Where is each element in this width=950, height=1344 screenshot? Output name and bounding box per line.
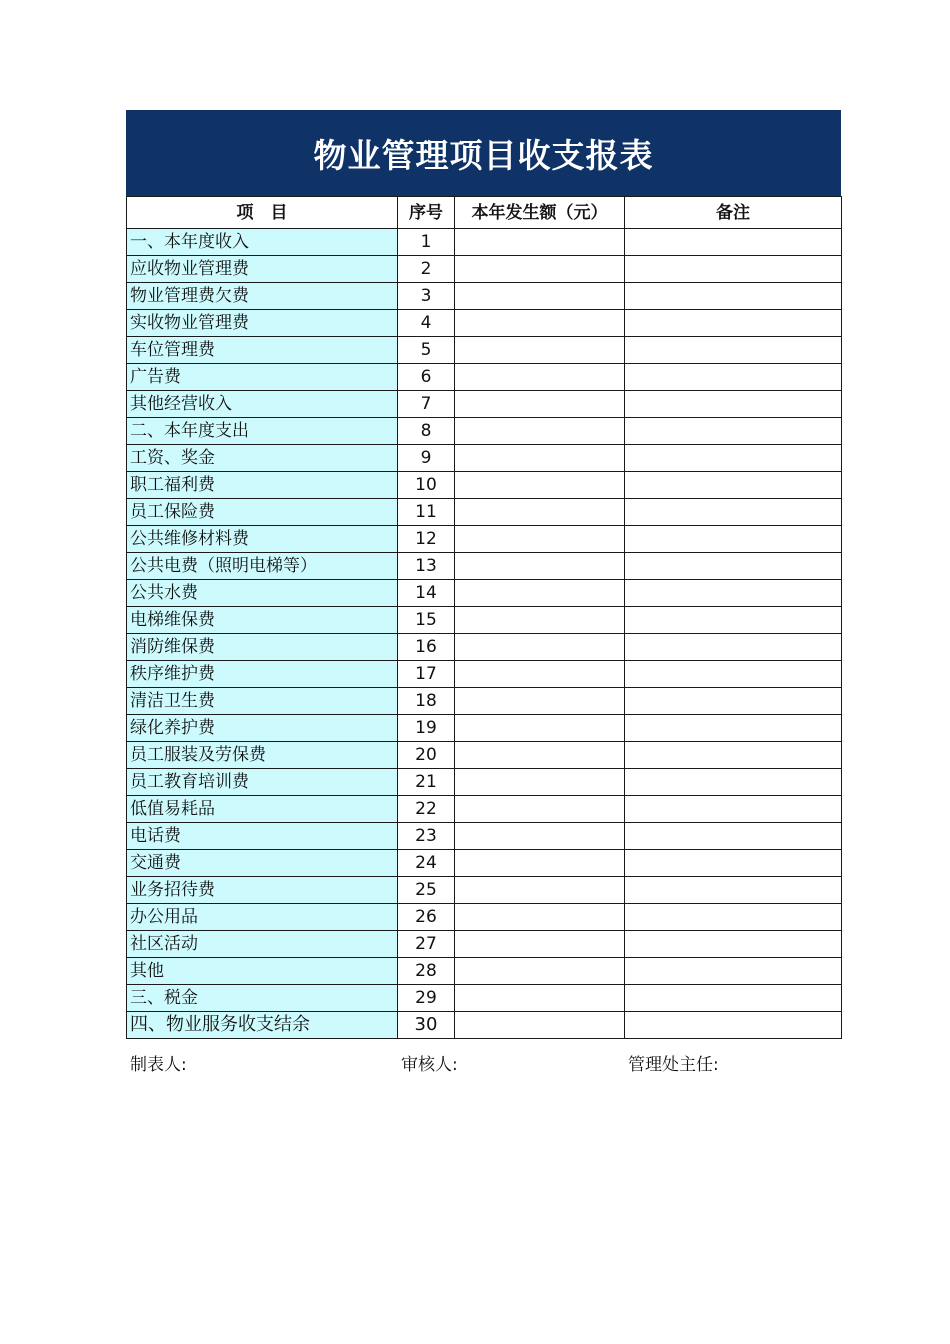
row-seq-number: 7 xyxy=(398,391,455,418)
row-seq-number: 26 xyxy=(398,904,455,931)
table-header-row xyxy=(127,197,842,229)
row-note-cell[interactable] xyxy=(625,931,842,958)
header-note: 备注 xyxy=(625,197,842,229)
row-note-cell[interactable] xyxy=(625,472,842,499)
row-seq-number: 19 xyxy=(398,715,455,742)
row-seq-number: 5 xyxy=(398,337,455,364)
row-item-name: 业务招待费 xyxy=(127,877,398,904)
row-seq-number: 28 xyxy=(398,958,455,985)
row-amount-cell[interactable] xyxy=(455,661,625,688)
row-amount-cell[interactable] xyxy=(455,715,625,742)
row-item-name: 秩序维护费 xyxy=(127,661,398,688)
row-amount-cell[interactable] xyxy=(455,553,625,580)
row-item-name: 实收物业管理费 xyxy=(127,310,398,337)
row-note-cell[interactable] xyxy=(625,985,842,1012)
table-row xyxy=(127,607,842,634)
row-item-name: 二、本年度支出 xyxy=(127,418,398,445)
table-row xyxy=(127,283,842,310)
row-seq-number: 10 xyxy=(398,472,455,499)
manager-label: 管理处主任: xyxy=(628,1055,719,1075)
table-row xyxy=(127,445,842,472)
row-item-name: 工资、奖金 xyxy=(127,445,398,472)
table-row xyxy=(127,418,842,445)
row-seq-number: 13 xyxy=(398,553,455,580)
row-amount-cell[interactable] xyxy=(455,877,625,904)
table-row xyxy=(127,715,842,742)
row-note-cell[interactable] xyxy=(625,715,842,742)
row-seq-number: 30 xyxy=(398,1012,455,1039)
row-amount-cell[interactable] xyxy=(455,256,625,283)
row-seq-number: 21 xyxy=(398,769,455,796)
header-seq: 序号 xyxy=(398,197,455,229)
row-item-name: 应收物业管理费 xyxy=(127,256,398,283)
table-row xyxy=(127,1012,842,1039)
table-row xyxy=(127,310,842,337)
row-note-cell[interactable] xyxy=(625,310,842,337)
row-note-cell[interactable] xyxy=(625,499,842,526)
table-row xyxy=(127,904,842,931)
row-seq-number: 11 xyxy=(398,499,455,526)
row-seq-number: 9 xyxy=(398,445,455,472)
table-row xyxy=(127,499,842,526)
table-row xyxy=(127,526,842,553)
row-seq-number: 8 xyxy=(398,418,455,445)
table-row xyxy=(127,391,842,418)
row-note-cell[interactable] xyxy=(625,823,842,850)
table-row xyxy=(127,688,842,715)
row-note-cell[interactable] xyxy=(625,742,842,769)
row-note-cell[interactable] xyxy=(625,526,842,553)
row-seq-number: 20 xyxy=(398,742,455,769)
row-note-cell[interactable] xyxy=(625,391,842,418)
table-row xyxy=(127,661,842,688)
row-amount-cell[interactable] xyxy=(455,958,625,985)
row-seq-number: 24 xyxy=(398,850,455,877)
row-note-cell[interactable] xyxy=(625,661,842,688)
table-row xyxy=(127,958,842,985)
row-amount-cell[interactable] xyxy=(455,985,625,1012)
row-note-cell[interactable] xyxy=(625,445,842,472)
row-item-name: 三、税金 xyxy=(127,985,398,1012)
row-amount-cell[interactable] xyxy=(455,823,625,850)
row-amount-cell[interactable] xyxy=(455,769,625,796)
table-row xyxy=(127,553,842,580)
row-amount-cell[interactable] xyxy=(455,850,625,877)
row-seq-number: 4 xyxy=(398,310,455,337)
signature-footer xyxy=(130,1050,845,1076)
row-amount-cell[interactable] xyxy=(455,796,625,823)
row-note-cell[interactable] xyxy=(625,553,842,580)
table-row xyxy=(127,337,842,364)
row-amount-cell[interactable] xyxy=(455,364,625,391)
table-row xyxy=(127,823,842,850)
row-amount-cell[interactable] xyxy=(455,283,625,310)
row-seq-number: 25 xyxy=(398,877,455,904)
row-note-cell[interactable] xyxy=(625,688,842,715)
row-item-name: 交通费 xyxy=(127,850,398,877)
row-item-name: 电话费 xyxy=(127,823,398,850)
header-amount: 本年发生额（元） xyxy=(455,197,625,229)
table-row xyxy=(127,769,842,796)
row-amount-cell[interactable] xyxy=(455,472,625,499)
row-amount-cell[interactable] xyxy=(455,742,625,769)
row-amount-cell[interactable] xyxy=(455,904,625,931)
row-amount-cell[interactable] xyxy=(455,229,625,256)
row-note-cell[interactable] xyxy=(625,607,842,634)
row-seq-number: 6 xyxy=(398,364,455,391)
row-item-name: 物业管理费欠费 xyxy=(127,283,398,310)
row-note-cell[interactable] xyxy=(625,256,842,283)
row-item-name: 四、物业服务收支结余 xyxy=(127,1012,398,1039)
row-amount-cell[interactable] xyxy=(455,607,625,634)
table-row xyxy=(127,634,842,661)
row-seq-number: 2 xyxy=(398,256,455,283)
row-amount-cell[interactable] xyxy=(455,931,625,958)
row-item-name: 职工福利费 xyxy=(127,472,398,499)
preparer-label: 制表人: xyxy=(130,1055,187,1075)
table-row xyxy=(127,364,842,391)
row-note-cell[interactable] xyxy=(625,337,842,364)
table-row xyxy=(127,256,842,283)
row-seq-number: 23 xyxy=(398,823,455,850)
row-note-cell[interactable] xyxy=(625,418,842,445)
row-item-name: 广告费 xyxy=(127,364,398,391)
row-amount-cell[interactable] xyxy=(455,580,625,607)
row-item-name: 车位管理费 xyxy=(127,337,398,364)
row-item-name: 员工保险费 xyxy=(127,499,398,526)
row-amount-cell[interactable] xyxy=(455,688,625,715)
row-seq-number: 18 xyxy=(398,688,455,715)
row-item-name: 公共维修材料费 xyxy=(127,526,398,553)
row-amount-cell[interactable] xyxy=(455,634,625,661)
report-sheet xyxy=(126,110,841,1039)
row-item-name: 电梯维保费 xyxy=(127,607,398,634)
row-note-cell[interactable] xyxy=(625,364,842,391)
header-item: 项 目 xyxy=(127,197,398,229)
reviewer-label: 审核人: xyxy=(401,1055,458,1075)
row-item-name: 低值易耗品 xyxy=(127,796,398,823)
report-table xyxy=(126,196,842,1039)
row-amount-cell[interactable] xyxy=(455,526,625,553)
row-seq-number: 22 xyxy=(398,796,455,823)
table-row xyxy=(127,796,842,823)
row-note-cell[interactable] xyxy=(625,229,842,256)
row-amount-cell[interactable] xyxy=(455,1012,625,1039)
table-body xyxy=(127,229,842,1039)
table-row xyxy=(127,472,842,499)
row-item-name: 公共水费 xyxy=(127,580,398,607)
row-note-cell[interactable] xyxy=(625,958,842,985)
row-amount-cell[interactable] xyxy=(455,391,625,418)
row-note-cell[interactable] xyxy=(625,877,842,904)
row-seq-number: 14 xyxy=(398,580,455,607)
table-row xyxy=(127,985,842,1012)
row-note-cell[interactable] xyxy=(625,850,842,877)
table-row xyxy=(127,580,842,607)
row-item-name: 清洁卫生费 xyxy=(127,688,398,715)
row-note-cell[interactable] xyxy=(625,769,842,796)
row-item-name: 其他经营收入 xyxy=(127,391,398,418)
row-amount-cell[interactable] xyxy=(455,310,625,337)
row-item-name: 办公用品 xyxy=(127,904,398,931)
row-item-name: 其他 xyxy=(127,958,398,985)
row-seq-number: 3 xyxy=(398,283,455,310)
table-row xyxy=(127,850,842,877)
table-row xyxy=(127,877,842,904)
row-seq-number: 12 xyxy=(398,526,455,553)
row-seq-number: 17 xyxy=(398,661,455,688)
table-row xyxy=(127,229,842,256)
row-amount-cell[interactable] xyxy=(455,418,625,445)
row-item-name: 员工教育培训费 xyxy=(127,769,398,796)
row-note-cell[interactable] xyxy=(625,283,842,310)
row-seq-number: 16 xyxy=(398,634,455,661)
row-item-name: 员工服装及劳保费 xyxy=(127,742,398,769)
table-row xyxy=(127,931,842,958)
row-item-name: 社区活动 xyxy=(127,931,398,958)
row-amount-cell[interactable] xyxy=(455,445,625,472)
row-note-cell[interactable] xyxy=(625,796,842,823)
row-seq-number: 15 xyxy=(398,607,455,634)
row-item-name: 消防维保费 xyxy=(127,634,398,661)
row-item-name: 一、本年度收入 xyxy=(127,229,398,256)
row-seq-number: 1 xyxy=(398,229,455,256)
row-item-name: 绿化养护费 xyxy=(127,715,398,742)
row-note-cell[interactable] xyxy=(625,634,842,661)
row-seq-number: 29 xyxy=(398,985,455,1012)
row-note-cell[interactable] xyxy=(625,904,842,931)
row-note-cell[interactable] xyxy=(625,580,842,607)
row-seq-number: 27 xyxy=(398,931,455,958)
table-row xyxy=(127,742,842,769)
row-note-cell[interactable] xyxy=(625,1012,842,1039)
row-amount-cell[interactable] xyxy=(455,337,625,364)
row-item-name: 公共电费（照明电梯等） xyxy=(127,553,398,580)
row-amount-cell[interactable] xyxy=(455,499,625,526)
report-title: 物业管理项目收支报表 xyxy=(126,110,841,196)
